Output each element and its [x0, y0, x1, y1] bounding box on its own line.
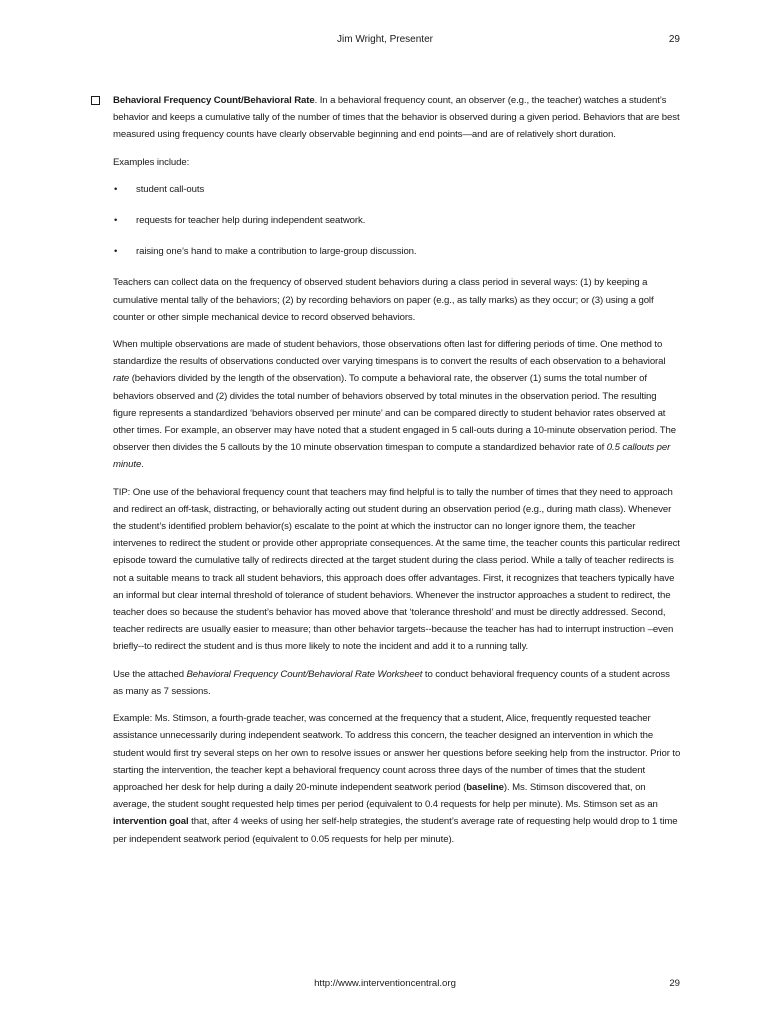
paragraph-tip: TIP: One use of the behavioral frequency count that teachers may find helpful is to tally the number of times that they need to approach and redirect an off-task, distracting, or behaviorally acting out student during an observation period (e.g., during math class). Whenever the student’s identified problem behavior(s) escalate to the point at which the instructor can no longer ignore them, the teacher intervenes to redirect the student or provide other appropriate consequences. At the same time, the teacher counts this particular redirect episode toward the cumulative tally of redirects directed at the target student during the class period. While a tally of teacher redirects is not a suitable means to track all student behaviors, this approach does offer advantages. First, it recognizes that teachers typically have an informal but clear internal threshold of tolerance of student behaviors. Whenever the instructor approaches a student to redirect, the teacher does so because the student’s behavior has moved above that ‘tolerance threshold’ and must be directly addressed. Second, teacher redirects are usually easier to measure; than other behavior targets--because the teacher has had to interrupt instruction –even briefly--to redirect the student and is thus more likely to note the incident and add it to a running tally.	[113, 486, 680, 653]
footer-page-number: 29	[669, 978, 680, 989]
checkbox-bullet-icon	[91, 96, 100, 105]
italic-term: 0.5 callouts per minute	[113, 442, 671, 471]
paragraph-text: that, after 4 weeks of using her self-help strategies, the student’s average rate of requesting help would drop to 1 time per independent seatwork period (equivalent to 0.05 requests for help per minute).	[113, 816, 678, 845]
footer-url: http://www.interventioncentral.org	[314, 978, 456, 989]
list-item	[113, 243, 681, 260]
list-item	[113, 181, 681, 198]
worksheet-title: Behavioral Frequency Count/Behavioral Rate Worksheet	[186, 668, 423, 680]
header-page-number: 29	[668, 34, 680, 45]
examples-list	[113, 181, 681, 261]
page-header	[0, 34, 770, 50]
section-intro	[113, 92, 681, 144]
paragraph-text: to conduct behavioral frequency counts of a student across as many as 7 sessions.	[113, 668, 670, 697]
list-item	[113, 212, 681, 229]
paragraph-behavioral-rate	[113, 336, 681, 474]
paragraph-text: Example: Ms. Stimson, a fourth-grade teacher, was concerned at the frequency that a student, Alice, frequently requested teacher assistance unnecessarily during independent seatwork. To address this concern, the teacher designed an intervention in which the student would first try several steps on her own to resolve issues or answer her questions before seeking help from the instructor. Prior to starting the intervention, the teacher kept a behavioral frequency count across three days of the number of times that the student approached her desk for help during a daily 20-minute independent seatwork period (	[113, 713, 681, 793]
paragraph-example	[113, 710, 681, 848]
paragraph-text: When multiple observations are made of student behaviors, those observations often last for differing periods of time. One method to standardize the results of observations conducted over varying timespans is to convert the results of each observation to a behavioral	[113, 339, 666, 368]
section-title: Behavioral Frequency Count/Behavioral Rate	[113, 95, 315, 106]
paragraph-text: Use the attached	[113, 668, 187, 680]
examples-heading: Examples include:	[113, 156, 190, 168]
paragraph-data-collection: Teachers can collect data on the frequency of observed student behaviors during a class period in several ways: (1) by keeping a cumulative mental tally of the behaviors; (2) by recording behaviors on paper (e.g., as tally marks) as they occur; or (3) using a golf counter or other simple mechanical device to record observed behaviors.	[113, 277, 654, 323]
presenter-name: Jim Wright, Presenter	[337, 34, 433, 45]
paragraph-text: ). Ms. Stimson discovered that, on average, the student sought requested help times per period (equivalent to 0.4 requests for help per minute). Ms. Stimson set as an	[113, 781, 658, 811]
document-body	[113, 92, 681, 858]
list-item-text: raising one’s hand to make a contribution to large-group discussion.	[136, 246, 417, 258]
list-item-text: requests for teacher help during independent seatwork.	[136, 215, 366, 227]
paragraph-text: .	[141, 459, 144, 471]
bullet-icon: •	[114, 215, 118, 227]
bold-term: baseline	[466, 781, 504, 793]
italic-term: rate	[113, 373, 130, 385]
bullet-icon: •	[114, 183, 118, 195]
section-intro-text: . In a behavioral frequency count, an observer (e.g., the teacher) watches a student’s behavior and keeps a cumulative tally of the number of times that the behavior is observed during a given period. Behaviors that are best measured using frequency counts have clearly observable beginning and end points—and are of relatively short duration.	[113, 95, 680, 141]
paragraph-text: (behaviors divided by the length of the observation). To compute a behavioral rate, the observer (1) sums the total number of behaviors observed and (2) divides the total number of behaviors observed by total minutes in the observation period. The resulting figure represents a standardized ‘behaviors observed per minute’ and can be compared directly to student behavior rates observed at other times. For example, an observer may have noted that a student engaged in 5 call-outs during a 10-minute observation period. The observer then divides the 5 callouts by the 10 minute observation timespan to compute a standardized behavior rate of	[113, 373, 677, 454]
bullet-icon: •	[114, 246, 118, 258]
paragraph-worksheet	[113, 666, 681, 700]
list-item-text: student call-outs	[136, 183, 205, 195]
bold-term: intervention goal	[113, 816, 189, 828]
